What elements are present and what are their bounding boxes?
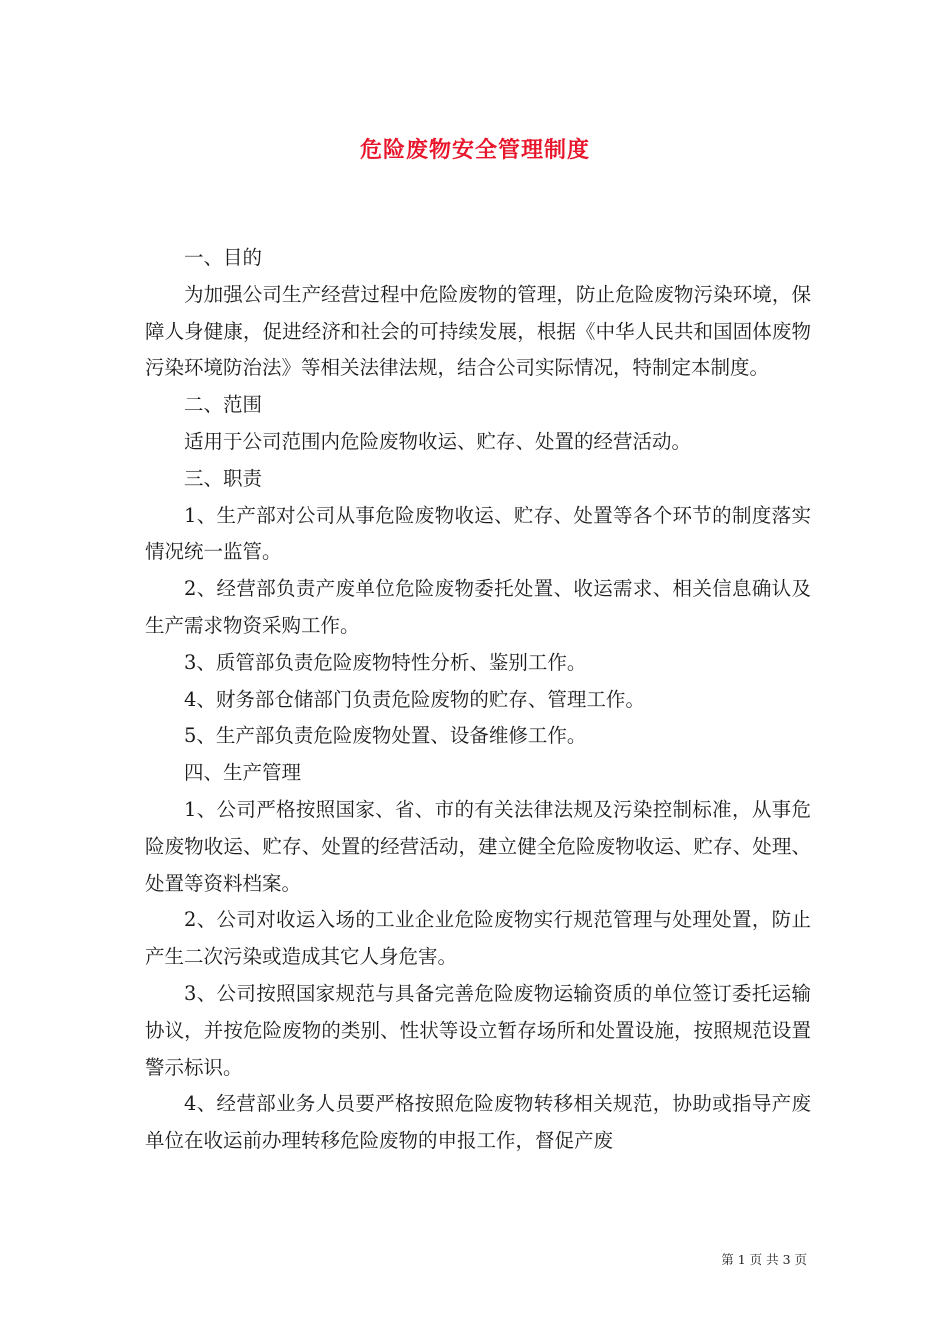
paragraph: 3、质管部负责危险废物特性分析、鉴别工作。 xyxy=(184,650,587,674)
document-body xyxy=(145,240,811,1160)
document-title: 危险废物安全管理制度 xyxy=(359,137,590,163)
section-heading-production: 四、生产管理 xyxy=(184,761,302,785)
paragraph: 适用于公司范围内危险废物收运、贮存、处置的经营活动。 xyxy=(184,429,692,453)
paragraph: 1、公司严格按照国家、省、市的有关法律法规及污染控制标准，从事危险废物收运、贮存、处置的经营活动，建立健全危险废物收运、贮存、处理、处置等资料档案。 xyxy=(145,797,811,895)
paragraph: 2、公司对收运入场的工业企业危险废物实行规范管理与处理处置，防止产生二次污染或造成其它人身危害。 xyxy=(145,908,811,969)
paragraph: 为加强公司生产经营过程中危险废物的管理，防止危险废物污染环境，保障人身健康，促进经济和社会的可持续发展，根据《中华人民共和国固体废物污染环境防治法》等相关法律法规，结合公司实际情况，特制定本制度。 xyxy=(145,282,811,380)
section-heading-purpose: 一、目的 xyxy=(184,246,263,269)
page-number: 第 1 页 共 3 页 xyxy=(721,1252,807,1267)
section-heading-scope: 二、范围 xyxy=(184,393,263,417)
paragraph: 4、财务部仓储部门负责危险废物的贮存、管理工作。 xyxy=(184,687,645,711)
paragraph: 5、生产部负责危险废物处置、设备维修工作。 xyxy=(184,724,587,748)
paragraph: 4、经营部业务人员要严格按照危险废物转移相关规范，协助或指导产废单位在收运前办理转移危险废物的申报工作，督促产废 xyxy=(145,1092,811,1153)
section-heading-duties: 三、职责 xyxy=(184,466,263,490)
paragraph: 1、生产部对公司从事危险废物收运、贮存、处置等各个环节的制度落实情况统一监管。 xyxy=(145,503,811,564)
paragraph: 2、经营部负责产废单位危险废物委托处置、收运需求、相关信息确认及生产需求物资采购工作。 xyxy=(145,577,811,637)
paragraph: 3、公司按照国家规范与具备完善危险废物运输资质的单位签订委托运输协议，并按危险废物的类别、性状等设立暂存场所和处置设施，按照规范设置警示标识。 xyxy=(145,981,811,1079)
